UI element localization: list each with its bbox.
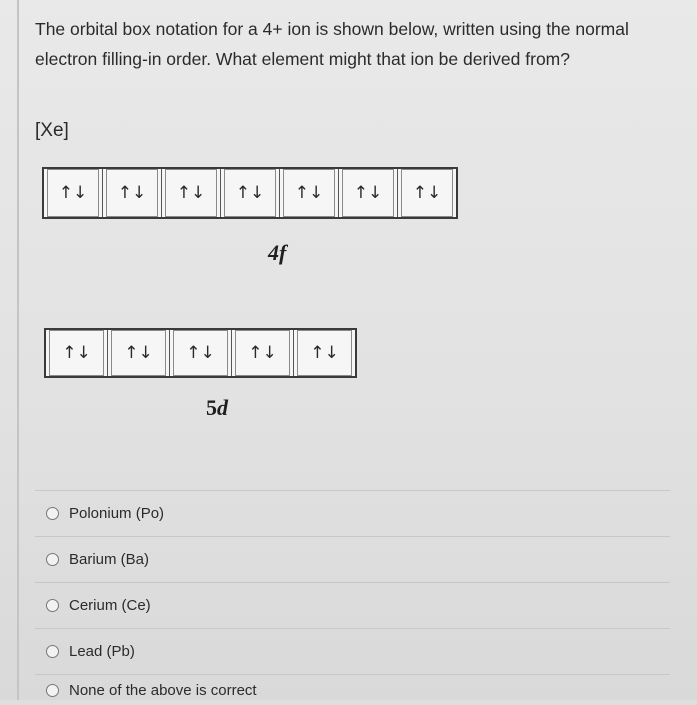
orbital-box: ↑↓	[220, 169, 279, 217]
radio-button[interactable]	[46, 599, 59, 612]
orbital-box: ↑↓	[169, 330, 231, 376]
choice-none-of-the-above[interactable]	[35, 674, 670, 705]
choice-label: Lead (Pb)	[69, 643, 135, 660]
orbital-box: ↑↓	[44, 169, 102, 217]
choice-label: Cerium (Ce)	[69, 597, 151, 614]
core-configuration: [Xe]	[35, 120, 69, 141]
orbital-box: ↑↓	[279, 169, 338, 217]
5d-orbital-boxes	[44, 328, 357, 378]
radio-button[interactable]	[46, 507, 59, 520]
choice-label: None of the above is correct	[69, 681, 257, 699]
question-text: The orbital box notation for a 4+ ion is shown below, written using the normal electron filling-in order. What element might that ion be derived from?	[35, 19, 629, 69]
choice-label: Polonium (Po)	[69, 505, 165, 522]
orbital-box: ↑↓	[338, 169, 397, 217]
radio-button[interactable]	[46, 645, 59, 658]
4f-label: 4f	[268, 240, 287, 265]
orbital-box: ↑↓	[293, 330, 355, 376]
choice-lead[interactable]	[35, 628, 670, 674]
answer-choices	[35, 490, 670, 705]
orbital-box: ↑↓	[161, 169, 220, 217]
orbital-box: ↑↓	[107, 330, 169, 376]
radio-button[interactable]	[46, 684, 59, 697]
left-margin-rule	[17, 0, 19, 700]
radio-button[interactable]	[46, 553, 59, 566]
choice-cerium[interactable]	[35, 582, 670, 628]
orbital-box: ↑↓	[397, 169, 456, 217]
orbital-box: ↑↓	[102, 169, 161, 217]
4f-orbital-boxes	[42, 167, 458, 219]
choice-barium[interactable]	[35, 536, 670, 582]
orbital-box: ↑↓	[46, 330, 107, 376]
choice-polonium[interactable]	[35, 490, 670, 536]
orbital-box: ↑↓	[231, 330, 293, 376]
5d-label: 5d	[206, 395, 228, 420]
choice-label: Barium (Ba)	[69, 551, 150, 568]
